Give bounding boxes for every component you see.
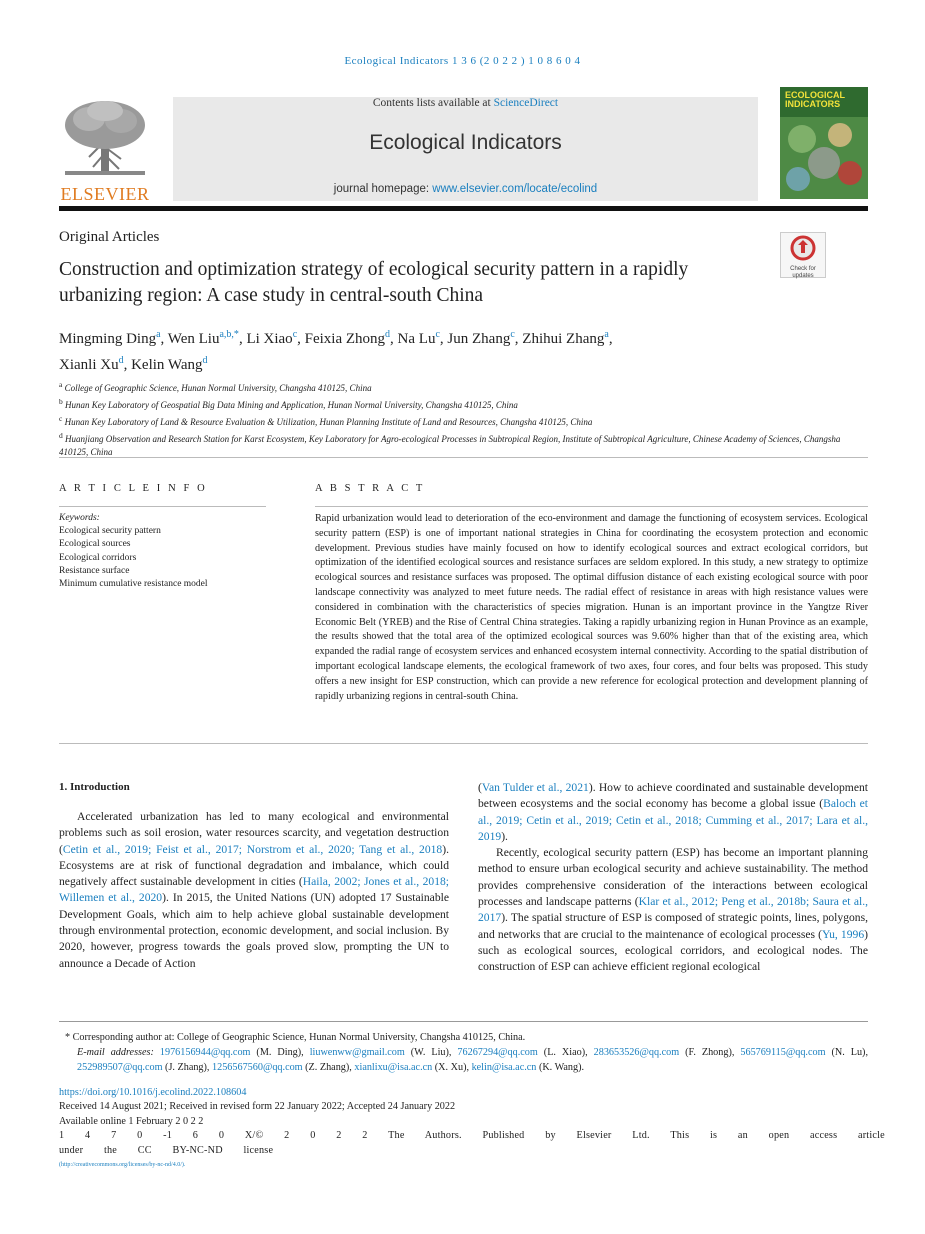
check-updates-label: Check for updates (790, 266, 816, 279)
keywords-label: Keywords: (59, 513, 100, 523)
paragraph: (Van Tulder et al., 2021). How to achieve coordinated and sustainable development between ecosystems and the social economy has become a global issue (Baloch et al., 2019; Cetin et al., 2019; Cetin et al., 2018; Cumming et al., 2017; Lara et al., 2019). (478, 781, 869, 843)
divider (59, 506, 266, 507)
contents-prefix: Contents lists available at (372, 97, 494, 109)
keyword: Ecological corridors (59, 552, 137, 563)
affiliation: $^c$ Hunan Key Laboratory of Land & Resource Evaluation & Utilization, Hunan Planning Institute of Land and Resources, Changsha 410125, China (59, 414, 593, 427)
affiliation: $^d$ Huanjiang Observation and Research Station for Karst Ecosystem, Key Laboratory for Agro-ecological Processes in Subtropical Region, Institute of Subtropical Agriculture, Chinese Academy of Sciences, Changsha 410125, China (59, 431, 841, 457)
cover-photo-collage (780, 117, 868, 199)
section-heading-introduction: 1. Introduction (59, 781, 130, 793)
article-metadata (59, 1086, 919, 1172)
footnote (59, 1030, 868, 1075)
corresponding-author: * Corresponding author at: College of Geographic Science, Hunan Normal University, Changsha 410125, China. (65, 1032, 526, 1043)
keyword: Minimum cumulative resistance model (59, 579, 208, 590)
email-link[interactable]: 283653526@qq.com (593, 1047, 680, 1058)
keyword: Resistance surface (59, 565, 130, 576)
paragraph: Recently, ecological security pattern (ESP) has become an important planning method to ensure urban ecological security and achieve sustainability. The method provides comprehensive consideration of the interactions between ecological processes and landscape patterns (Klar et al., 2012; Peng et al., 2018b; Saura et al., 2017). The spatial structure of ESP is composed of strategic points, lines, polygons, and networks that are crucial to the maintenance of ecological processes (Yu, 1996) such as ecological sources, ecological corridors, and ecological nodes. The construction of ESP can achieve efficient regional ecological (478, 846, 868, 974)
keyword: Ecological sources (59, 539, 131, 550)
author[interactable]: Feixia Zhong$^d$, (304, 329, 398, 347)
divider (315, 506, 868, 507)
elsevier-tree-icon (59, 97, 151, 177)
journal-reference[interactable]: Ecological Indicators 1 3 6 (2 0 2 2 ) 1 0 8 6 0 4 (344, 55, 581, 67)
email-link[interactable]: 252989507@qq.com (77, 1062, 163, 1073)
check-updates-icon (790, 235, 816, 261)
cover-title-line2: INDICATORS (785, 99, 841, 109)
affiliation: $^b$ Hunan Key Laboratory of Geospatial Big Data Mining and Application, Hunan Normal University, Changsha 410125, China (59, 397, 518, 410)
author-list (59, 324, 819, 376)
citation-link[interactable]: Klar et al., 2012; Peng et al., 2018b; Saura et al., 2017 (478, 895, 868, 925)
email-link[interactable]: xianlixu@isa.ac.cn (354, 1062, 433, 1073)
received-dates: Received 14 August 2021; Received in revised form 22 January 2022; Accepted 24 January 2022 (59, 1101, 456, 1113)
author[interactable]: Na Lu$^c$, (397, 329, 448, 347)
elsevier-logo (59, 97, 151, 204)
check-for-updates-button[interactable] (780, 232, 826, 278)
citation-link[interactable]: Baloch et al., 2019; Cetin et al., 2019; Cetin et al., 2018; Cumming et al., 2017; Lara et al., 2019 (478, 797, 869, 843)
contents-line (173, 97, 758, 109)
email-link[interactable]: 76267294@qq.com (457, 1047, 538, 1058)
affiliations (59, 378, 868, 459)
abstract-text: Rapid urbanization would lead to deterioration of the eco-environment and damage the functioning of ecosystem services. Ecological security pattern (ESP) is one of important national strategies in China for coordinating the ecosystem protection and economic development. Previous studies have mainly focused on how to identify ecological sources and extract ecological corridors, but optimization of the identified ecological sources and resistance surfaces are seldom explored. In this study, a new strategy to optimize ecological sources and resistance surfaces was proposed. The optimal diffusion distance of each existing ecological source with poor landscape connectivity was analyzed to meet future needs. The radial effect of resistance in areas with high resistance values were considered in combination with the characteristics of species migration. Hunan is an important province in the Yangtze River Economic Belt (YREB) and the Rise of Central China strategies. Taking a rapidly urbanizing region in Hunan Province as an example, the results showed that the total area of the optimized ecological sources was 9.60% higher than that of the existing area, which expanded the radial range of ecosystem services and enhanced ecosystem internal connectivity. According to the spatial distribution of important ecological landscape elements, the ecological framework of two axes, four cores, and four belts was proposed. This study offers a new insight for ESP construction, which can provide a new reference for ecological protection and development planning of rapidly urbanizing regions in central-south China. (315, 513, 868, 702)
publisher-name: ELSEVIER (60, 184, 150, 204)
email-link[interactable]: 1976156944@qq.com (159, 1047, 251, 1058)
header-rule (59, 206, 868, 211)
intro-column-right (478, 780, 868, 976)
article-info-heading: A R T I C L E I N F O (59, 483, 208, 494)
divider (59, 743, 868, 744)
author[interactable]: Mingming Ding$^a$, (59, 329, 168, 347)
keyword: Ecological security pattern (59, 526, 161, 537)
abstract-heading: A B S T R A C T (315, 483, 425, 494)
homepage-link[interactable]: www.elsevier.com/locate/ecolind (432, 183, 598, 195)
email-link[interactable]: liuwenww@gmail.com (309, 1047, 405, 1058)
homepage-prefix: journal homepage: (333, 183, 433, 195)
article-title: Construction and optimization strategy of ecological security pattern in a rapidly urbanizing region: A case study in central-south China (59, 259, 689, 306)
license-link[interactable]: (http://creativecommons.org/licenses/by-nc-nd/4.0/). (59, 1162, 186, 1169)
cover-title-line1: ECOLOGICAL (785, 90, 845, 100)
author[interactable]: Zhihui Zhang$^a$, (522, 329, 613, 347)
intro-column-left: Accelerated urbanization has led to many ecological and environmental problems such as soil erosion, water resources scarcity, and vegetation destruction (Cetin et al., 2019; Feist et al., 2017; Norstrom et al., 2020; Tang et al., 2018). Ecosystems are at risk of functional degradation and imbalance, which could negatively affect sustainable development in cities (Haila, 2002; Jones et al., 2018; Willemen et al., 2020). In 2015, the United Nations (UN) adopted 17 Sustainable Development Goals, which aim to help achieve global sustainable development through environmental protection, economic development, and social inclusion. By 2020, however, progress towards the goals proved slow, prompting the UN to announce a Decade of Action (59, 810, 450, 970)
author[interactable]: Xianli Xu$^d$, (59, 355, 132, 373)
keywords-block (59, 512, 269, 591)
journal-name: Ecological Indicators (369, 131, 562, 154)
author[interactable]: Wen Liu$^{a,b,*}$, (167, 329, 247, 347)
author[interactable]: Jun Zhang$^c$, (447, 329, 523, 347)
section-type: Original Articles (59, 229, 160, 245)
doi-link[interactable]: https://doi.org/10.1016/j.ecolind.2022.108604 (59, 1087, 247, 1098)
author[interactable]: Li Xiao$^c$, (246, 329, 305, 347)
email-link[interactable]: 1256567560@qq.com (212, 1062, 303, 1073)
journal-banner (173, 97, 758, 201)
citation-link[interactable]: Yu, 1996 (822, 927, 865, 941)
citation-link[interactable]: Haila, 2002; Jones et al., 2018; Willemen et al., 2020 (59, 875, 450, 905)
journal-cover-image[interactable] (780, 87, 868, 199)
sciencedirect-link[interactable]: ScienceDirect (493, 97, 559, 109)
divider (59, 457, 868, 458)
email-link[interactable]: kelin@isa.ac.cn (471, 1062, 537, 1073)
affiliation: $^a$ College of Geographic Science, Hunan Normal University, Changsha 410125, China (59, 380, 372, 393)
email-link[interactable]: 565769115@qq.com (740, 1047, 826, 1058)
homepage-line (173, 183, 758, 195)
author[interactable]: Kelin Wang$^d$ (131, 355, 208, 373)
footnote-divider (59, 1021, 868, 1022)
license-statement: 1 4 7 0 -1 6 0 X/© 2 0 2 2 The Authors. Published by Elsevier Ltd. This is an open access article under the CC BY-NC-ND license (59, 1130, 885, 1156)
available-online: Available online 1 February 2 0 2 2 (59, 1115, 204, 1127)
citation-link[interactable]: Cetin et al., 2019; Feist et al., 2017; Norstrom et al., 2020; Tang et al., 2018 (62, 842, 443, 856)
citation-link[interactable]: Van Tulder et al., 2021 (481, 781, 589, 794)
email-addresses: E-mail addresses: 1976156944@qq.com (M. Ding), liuwenww@gmail.com (W. Liu), 76267294@qq.com (L. Xiao), 283653526@qq.com (F. Zhong), 565769115@qq.com (N. Lu), 252989507@qq.com (J. Zhang), 1256567560@qq.com (Z. Zhang), xianlixu@isa.ac.cn (X. Xu), kelin@isa.ac.cn (K. Wang). (77, 1047, 868, 1073)
